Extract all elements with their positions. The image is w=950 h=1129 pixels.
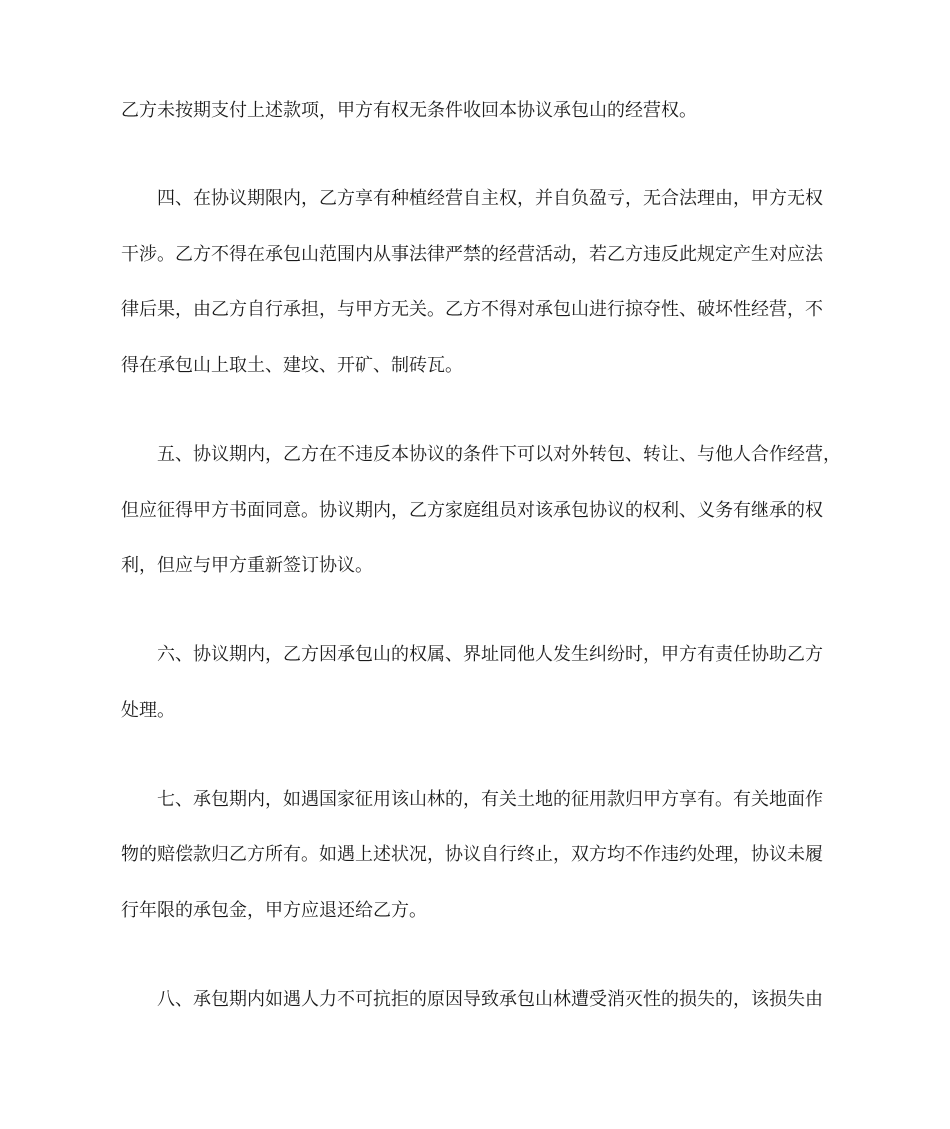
text-line: 律后果，由乙方自行承担，与甲方无关。乙方不得对承包山进行掠夺性、破坏性经营，不	[121, 299, 823, 320]
text-line: 乙方未按期支付上述款项，甲方有权无条件收回本协议承包山的经营权。	[121, 100, 697, 121]
text-line: 但应征得甲方书面同意。协议期内，乙方家庭组员对该承包协议的权利、义务有继承的权	[121, 500, 823, 521]
text-line: 七、承包期内，如遇国家征用该山林的，有关土地的征用款归甲方享有。有关地面作	[157, 789, 823, 810]
text-line: 行年限的承包金，甲方应退还给乙方。	[121, 900, 427, 921]
text-line: 物的赔偿款归乙方所有。如遇上述状况，协议自行终止，双方均不作违约处理，协议未履	[121, 844, 823, 865]
text-line: 得在承包山上取土、建坟、开矿、制砖瓦。	[121, 355, 463, 376]
text-line: 四、在协议期限内，乙方享有种植经营自主权，并自负盈亏，无合法理由，甲方无权	[157, 188, 823, 209]
text-line: 八、承包期内如遇人力不可抗拒的原因导致承包山林遭受消灭性的损失的，该损失由	[157, 989, 823, 1010]
text-line: 六、协议期内，乙方因承包山的权属、界址同他人发生纠纷时，甲方有责任协助乙方	[157, 644, 823, 665]
text-line: 利，但应与甲方重新签订协议。	[121, 555, 373, 576]
text-line: 五、协议期内，乙方在不违反本协议的条件下可以对外转包、转让、与他人合作经营，	[157, 444, 841, 465]
text-line: 处理。	[121, 700, 175, 721]
text-line: 干涉。乙方不得在承包山范围内从事法律严禁的经营活动，若乙方违反此规定产生对应法	[121, 244, 823, 265]
